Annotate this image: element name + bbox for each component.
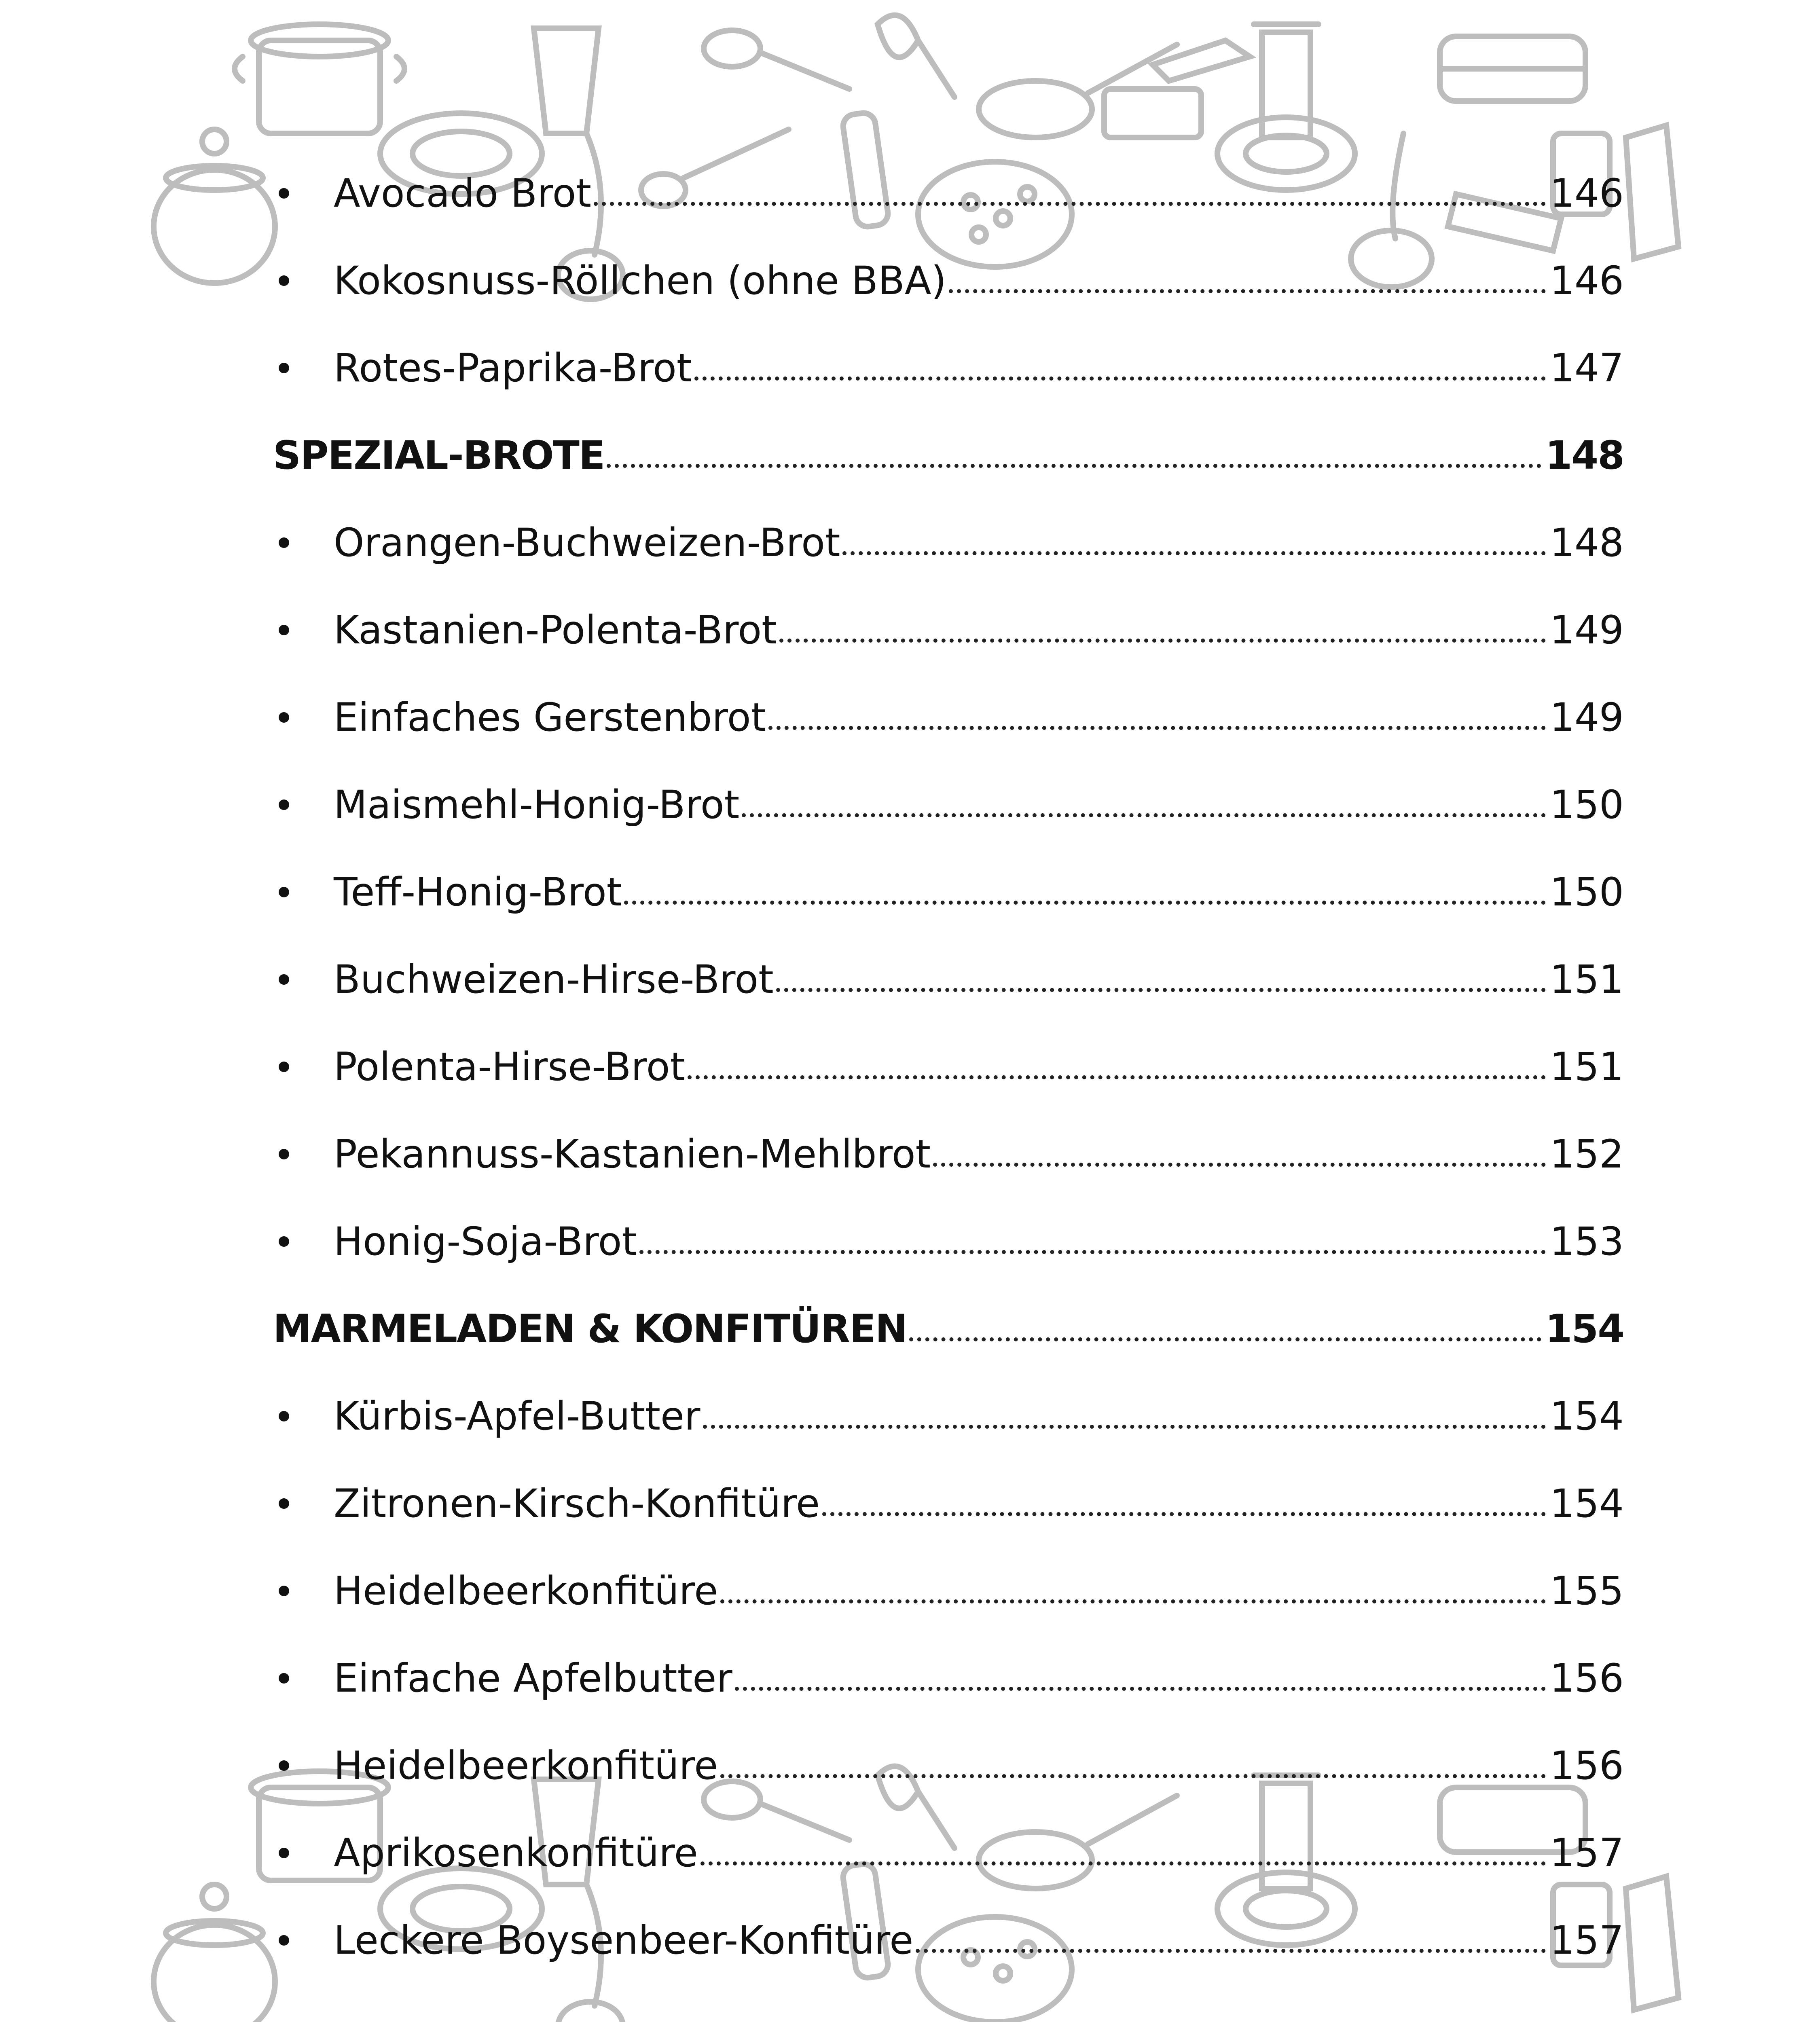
- toc-page-number: 157: [1549, 1918, 1624, 1963]
- bullet-icon: [273, 1149, 334, 1159]
- dot-leader: [594, 170, 1546, 216]
- toc-page-number: 150: [1549, 782, 1624, 827]
- toc-entry-title: Maismehl-Honig-Brot: [334, 782, 740, 827]
- dot-leader: [842, 519, 1545, 566]
- toc-entry-title: Rotes-Paprika-Brot: [334, 345, 692, 391]
- bullet-icon: [273, 1236, 334, 1247]
- toc-page-number: 148: [1545, 433, 1624, 478]
- toc-entry-title: Buchweizen-Hirse-Brot: [334, 957, 774, 1002]
- bullet-icon: [273, 712, 334, 723]
- toc-section-heading[interactable]: [273, 412, 1624, 499]
- toc-page-number: 151: [1549, 1044, 1624, 1089]
- toc-page-number: 157: [1549, 1830, 1624, 1876]
- toc-entry[interactable]: [273, 1198, 1624, 1285]
- toc-page-number: 154: [1545, 1306, 1624, 1352]
- bullet-icon: [273, 799, 334, 810]
- dot-leader: [639, 1218, 1546, 1265]
- toc-entry-title: Avocado Brot: [334, 171, 591, 216]
- toc-entry[interactable]: [273, 1897, 1624, 1984]
- toc-entry-title: Zitronen-Kirsch-Konfitüre: [334, 1481, 820, 1526]
- toc-page-number: 146: [1549, 258, 1624, 303]
- dot-leader: [776, 956, 1546, 1003]
- toc-entry[interactable]: [273, 237, 1624, 324]
- bullet-icon: [273, 275, 334, 286]
- toc-page-number: 150: [1549, 869, 1624, 915]
- bullet-icon: [273, 363, 334, 373]
- toc-page-number: 146: [1549, 171, 1624, 216]
- toc-page-number: 155: [1549, 1568, 1624, 1614]
- toc-entry[interactable]: [273, 1373, 1624, 1460]
- toc-entry[interactable]: [273, 499, 1624, 586]
- toc-page-number: 156: [1549, 1743, 1624, 1788]
- bullet-icon: [273, 1760, 334, 1771]
- toc-entry-title: Teff-Honig-Brot: [334, 869, 622, 915]
- bullet-icon: [273, 1848, 334, 1858]
- bullet-icon: [273, 1586, 334, 1596]
- dot-leader: [720, 1567, 1546, 1614]
- toc-entry-title: MARMELADEN & KONFITÜREN: [273, 1306, 907, 1352]
- toc-entry-title: Kürbis-Apfel-Butter: [334, 1394, 700, 1439]
- toc-entry-title: Einfaches Gerstenbrot: [334, 695, 766, 740]
- pot-icon: [235, 24, 404, 133]
- pot-icon: [154, 1885, 275, 2022]
- jar-icon: [1254, 24, 1318, 137]
- toc-section-heading[interactable]: [273, 1285, 1624, 1373]
- dot-leader: [933, 1131, 1546, 1177]
- dot-leader: [909, 1305, 1541, 1352]
- dot-leader: [703, 1393, 1546, 1439]
- toc-entry[interactable]: [273, 1722, 1624, 1809]
- dot-leader: [700, 1830, 1546, 1876]
- toc-entry-title: Aprikosenkonfitüre: [334, 1830, 698, 1876]
- dot-leader: [694, 345, 1546, 391]
- bullet-icon: [273, 887, 334, 897]
- bullet-icon: [273, 625, 334, 635]
- toc-entry[interactable]: [273, 1023, 1624, 1110]
- dot-leader: [822, 1480, 1546, 1527]
- dot-leader: [768, 694, 1546, 740]
- toc-entry-title: SPEZIAL-BROTE: [273, 433, 605, 478]
- toc-entry[interactable]: [273, 1635, 1624, 1722]
- dot-leader: [688, 1043, 1546, 1090]
- toc-entry[interactable]: [273, 1809, 1624, 1897]
- toc-entry-title: Kokosnuss-Röllchen (ohne BBA): [334, 258, 946, 303]
- dot-leader: [742, 781, 1546, 828]
- whisk-icon: [878, 15, 954, 97]
- table-of-contents: [273, 150, 1624, 1984]
- toc-entry[interactable]: [273, 324, 1624, 412]
- toc-entry-title: Honig-Soja-Brot: [334, 1219, 637, 1264]
- bullet-icon: [273, 1935, 334, 1946]
- knife-icon: [1153, 40, 1250, 81]
- bullet-icon: [273, 974, 334, 985]
- dot-leader: [720, 1742, 1546, 1789]
- grater-icon: [1626, 1876, 1678, 2010]
- bullet-icon: [273, 1062, 334, 1072]
- dot-leader: [916, 1917, 1545, 1963]
- spoon-icon: [704, 30, 849, 89]
- toc-entry-title: Polenta-Hirse-Brot: [334, 1044, 686, 1089]
- bullet-icon: [273, 537, 334, 548]
- cutting-board-icon: [1104, 89, 1201, 137]
- toc-entry-title: Einfache Apfelbutter: [334, 1656, 732, 1701]
- toc-page-number: 154: [1549, 1394, 1624, 1439]
- bullet-icon: [273, 1498, 334, 1509]
- toc-entry-title: Heidelbeerkonfitüre: [334, 1568, 718, 1614]
- dot-leader: [949, 257, 1546, 304]
- toc-page-number: 149: [1549, 607, 1624, 653]
- toc-entry[interactable]: [273, 150, 1624, 237]
- cake-tin-icon: [1440, 36, 1585, 101]
- toc-entry[interactable]: [273, 1460, 1624, 1547]
- dot-leader: [624, 869, 1545, 915]
- toc-page-number: 148: [1549, 520, 1624, 565]
- toc-page-number: 149: [1549, 695, 1624, 740]
- dot-leader: [779, 607, 1546, 653]
- toc-entry-title: Kastanien-Polenta-Brot: [334, 607, 777, 653]
- bullet-icon: [273, 188, 334, 199]
- toc-entry[interactable]: [273, 936, 1624, 1023]
- glass-icon: [534, 28, 599, 133]
- toc-entry-title: Pekannuss-Kastanien-Mehlbrot: [334, 1132, 931, 1177]
- bullet-icon: [273, 1673, 334, 1684]
- toc-entry[interactable]: [273, 761, 1624, 848]
- toc-entry[interactable]: [273, 1110, 1624, 1198]
- pot-icon: [154, 129, 275, 283]
- toc-page-number: 153: [1549, 1219, 1624, 1264]
- toc-entry-title: Orangen-Buchweizen-Brot: [334, 520, 840, 565]
- toc-page-number: 156: [1549, 1656, 1624, 1701]
- toc-entry-title: Heidelbeerkonfitüre: [334, 1743, 718, 1788]
- toc-entry[interactable]: [273, 586, 1624, 674]
- dot-leader: [607, 432, 1541, 478]
- toc-entry[interactable]: [273, 1547, 1624, 1635]
- toc-page-number: 152: [1549, 1132, 1624, 1177]
- toc-entry[interactable]: [273, 674, 1624, 761]
- dot-leader: [735, 1655, 1546, 1701]
- grater-icon: [1626, 125, 1678, 259]
- toc-entry-title: Leckere Boysenbeer-Konfitüre: [334, 1918, 914, 1963]
- toc-page-number: 151: [1549, 957, 1624, 1002]
- toc-entry[interactable]: [273, 848, 1624, 936]
- bullet-icon: [273, 1411, 334, 1421]
- toc-page-number: 147: [1549, 345, 1624, 391]
- toc-page-number: 154: [1549, 1481, 1624, 1526]
- pan-icon: [979, 44, 1177, 137]
